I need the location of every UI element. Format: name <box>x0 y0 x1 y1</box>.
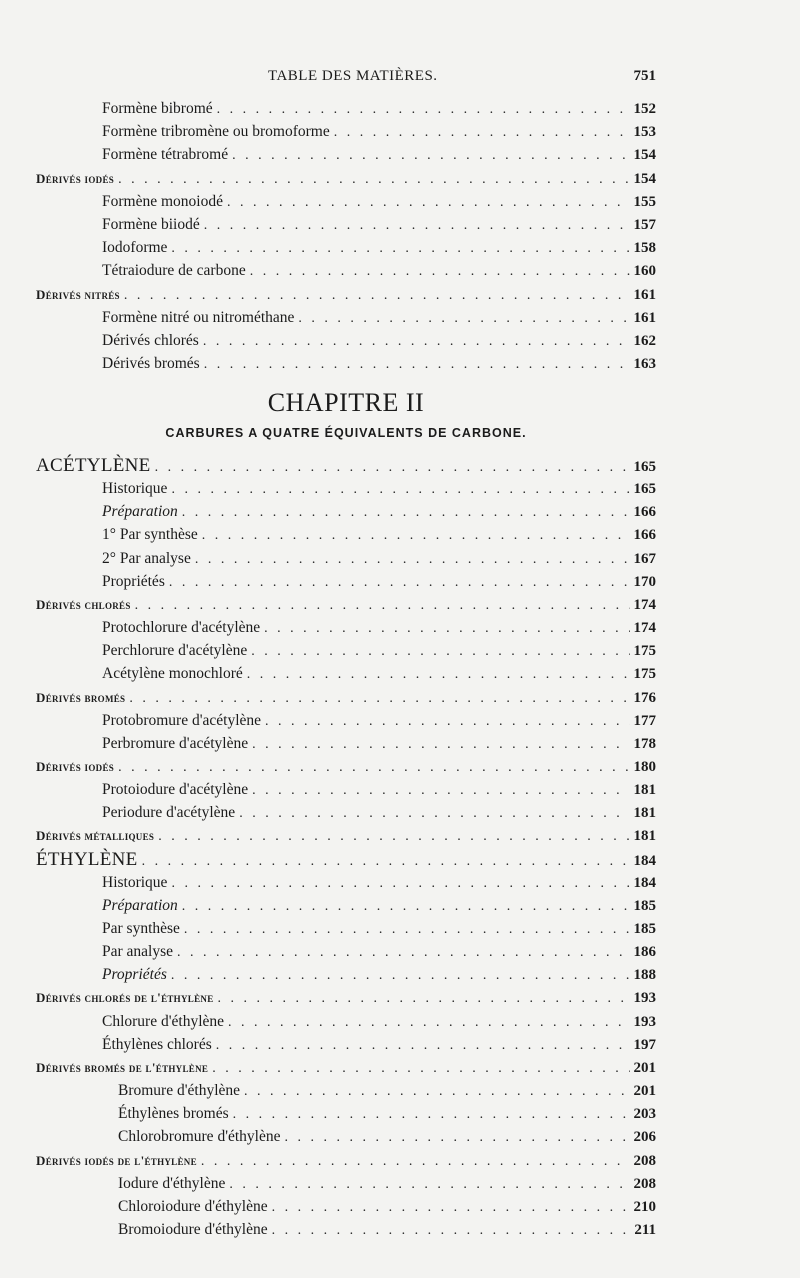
toc-entry <box>36 1150 656 1172</box>
toc-entry-page: 165 <box>633 459 656 475</box>
toc-entry-label: Dérivés chlorés de l'éthylène <box>36 990 214 1006</box>
toc-entry-page: 197 <box>633 1036 656 1053</box>
toc-entry-label: 2° Par analyse <box>102 549 191 567</box>
dot-leader <box>202 525 630 547</box>
toc-entry <box>36 1011 656 1033</box>
toc-entry <box>36 571 656 593</box>
toc-entry-page: 165 <box>633 481 656 498</box>
dot-leader <box>171 238 629 260</box>
toc-entry-label: Dérivés chlorés <box>102 332 199 349</box>
dot-leader <box>195 549 630 571</box>
toc-entry-page: 178 <box>633 735 656 752</box>
dot-leader <box>272 1220 631 1242</box>
toc-entry-page: 158 <box>633 240 656 257</box>
toc-entry <box>36 1034 656 1056</box>
toc-entry <box>36 987 656 1009</box>
toc-entry-label: Dérivés bromés <box>102 355 200 373</box>
dot-leader <box>252 780 629 802</box>
toc-entry-label: ÉTHYLÈNE <box>36 848 138 870</box>
toc-entry-label: Formène monoiodé <box>102 192 223 210</box>
toc-entry-page: 211 <box>634 1221 656 1238</box>
dot-leader <box>252 734 629 756</box>
dot-leader <box>169 572 630 594</box>
toc-entry <box>36 455 656 477</box>
toc-entry <box>36 594 656 616</box>
toc-entry-label: Éthylènes chlorés <box>102 1035 212 1053</box>
toc-entry-page: 174 <box>633 620 656 637</box>
toc-entry <box>36 1103 656 1125</box>
dot-leader <box>334 122 630 144</box>
toc-entry <box>36 802 656 824</box>
toc-entry <box>36 121 656 143</box>
toc-entry-page: 154 <box>633 170 656 187</box>
dot-leader <box>135 595 630 617</box>
toc-entry-label: Par analyse <box>102 943 174 961</box>
toc-entry-label: Bromoiodure d'éthylène <box>118 1220 268 1238</box>
dot-leader <box>182 896 630 918</box>
toc-entry-label: Protochlorure d'acétylène <box>102 619 261 637</box>
toc-entry-label: Par synthèse <box>102 920 180 937</box>
dot-leader <box>264 618 629 640</box>
toc-entry-label: Préparation <box>102 503 178 521</box>
toc-entry-page: 166 <box>633 527 656 544</box>
dot-leader <box>129 688 629 710</box>
dot-leader <box>232 145 629 167</box>
dot-leader <box>285 1127 630 1149</box>
dot-leader <box>229 1174 629 1196</box>
toc-entry <box>36 548 656 570</box>
chapter-subtitle: CARBURES A QUATRE ÉQUIVALENTS DE CARBONE. <box>165 426 527 440</box>
toc-entry-page: 208 <box>633 1152 656 1169</box>
toc-entry-page: 160 <box>633 263 656 280</box>
toc-entry-page: 181 <box>633 805 656 822</box>
dot-leader <box>212 1058 629 1080</box>
dot-leader <box>155 457 630 479</box>
toc-entry <box>36 895 656 917</box>
toc-entry <box>36 756 656 778</box>
toc-entry-page: 188 <box>633 967 656 984</box>
page-header <box>36 68 656 90</box>
toc-entry <box>36 733 656 755</box>
dot-leader <box>171 965 630 987</box>
toc-entry-label: Protobromure d'acétylène <box>102 711 262 729</box>
dot-leader <box>204 354 630 376</box>
toc-entry <box>36 168 656 190</box>
toc-entry-page: 155 <box>633 193 656 210</box>
toc-entry <box>36 284 656 306</box>
toc-entry-label: Propriétés <box>102 572 165 590</box>
toc-entry-label: Formène bibromé <box>102 100 213 117</box>
toc-entry <box>36 144 656 166</box>
toc-entry-label: Formène tribromène ou bromoforme <box>102 123 330 141</box>
toc-entry-label: Formène tétrabromé <box>102 146 229 164</box>
toc-entry-page: 175 <box>633 643 656 660</box>
toc-entry-label: Chlorobromure d'éthylène <box>118 1128 281 1146</box>
toc-entry-page: 161 <box>633 309 656 326</box>
toc-entry-page: 206 <box>633 1129 656 1146</box>
toc-entry-page: 203 <box>633 1106 656 1123</box>
toc-entry-label: Dérivés bromés de l'éthylène <box>36 1059 209 1075</box>
toc-entry <box>36 849 656 871</box>
toc-entry-label: Iodure d'éthylène <box>118 1174 226 1192</box>
toc-entry-page: 185 <box>633 897 656 914</box>
toc-entry-page: 181 <box>633 782 656 799</box>
dot-leader <box>158 826 629 848</box>
dot-leader <box>142 851 630 873</box>
toc-entry <box>36 872 656 894</box>
dot-leader <box>218 988 630 1010</box>
toc-entry <box>36 1196 656 1218</box>
toc-entry-page: 185 <box>633 921 656 937</box>
page-number: 751 <box>633 68 656 84</box>
toc-entry-label: Dérivés nitrés <box>36 286 120 302</box>
toc-entry-label: Chlorure d'éthylène <box>102 1012 225 1030</box>
toc-entry-page: 193 <box>633 990 656 1007</box>
toc-entry-label: Perbromure d'acétylène <box>102 734 249 752</box>
toc-entry <box>36 779 656 801</box>
toc-entry-label: Éthylènes bromés <box>118 1105 229 1123</box>
toc-entry-label: Formène nitré ou nitrométhane <box>102 308 295 326</box>
dot-leader <box>118 757 629 779</box>
toc-entry-label: Dérivés métalliques <box>36 828 155 844</box>
toc-entry-label: Dérivés iodés <box>36 758 115 774</box>
toc-entry-page: 180 <box>633 758 656 775</box>
toc-entry-page: 162 <box>633 333 656 349</box>
toc-entry-page: 208 <box>633 1175 656 1192</box>
dot-leader <box>203 331 630 353</box>
toc-entry <box>36 918 656 940</box>
toc-entry-page: 210 <box>633 1198 656 1215</box>
toc-entry-page: 184 <box>633 874 656 891</box>
toc-entry-label: Préparation <box>102 896 178 914</box>
toc-entry-page: 161 <box>633 286 656 303</box>
toc-entry-label: Iodoforme <box>102 239 168 257</box>
toc-entry-label: Bromure d'éthylène <box>118 1082 241 1100</box>
toc-entry <box>36 1173 656 1195</box>
toc-entry-page: 181 <box>633 828 656 845</box>
toc-entry-label: Propriétés <box>102 966 167 984</box>
toc-entry-page: 201 <box>633 1083 656 1100</box>
toc-entry <box>36 825 656 847</box>
toc-entry <box>36 1126 656 1148</box>
toc-entry-label: Dérivés iodés de l'éthylène <box>36 1152 197 1168</box>
toc-entry-page: 166 <box>633 504 656 521</box>
toc-entry-label: 1° Par synthèse <box>102 526 198 544</box>
dot-leader <box>272 1197 630 1219</box>
dot-leader <box>201 1151 630 1173</box>
toc-entry-label: Dérivés iodés <box>36 170 115 186</box>
toc-entry-label: Acétylène monochloré <box>102 665 243 683</box>
dot-leader <box>265 711 629 733</box>
toc-entry <box>36 330 656 352</box>
toc-entry-page: 152 <box>633 101 656 117</box>
toc-entry-page: 201 <box>633 1059 656 1076</box>
toc-entry-page: 177 <box>633 712 656 729</box>
toc-entry-page: 153 <box>633 124 656 141</box>
dot-leader <box>124 285 630 307</box>
toc-entry-page: 175 <box>633 666 656 683</box>
toc-entry <box>36 1080 656 1102</box>
toc-entry-label: Periodure d'acétylène <box>102 804 236 822</box>
toc-entry-page: 184 <box>633 852 656 869</box>
toc-entry-label: Perchlorure d'acétylène <box>102 642 248 660</box>
toc-entry-label: Historique <box>102 480 168 498</box>
toc-entry-label: Dérivés chlorés <box>36 596 131 612</box>
toc-entry <box>36 237 656 259</box>
dot-leader <box>171 479 629 501</box>
toc-entry <box>36 663 656 685</box>
toc-entry-page: 154 <box>633 147 656 164</box>
dot-leader <box>233 1104 630 1126</box>
dot-leader <box>228 1012 629 1034</box>
dot-leader <box>244 1081 629 1103</box>
dot-leader <box>182 502 630 524</box>
toc-entry-label: Dérivés bromés <box>36 689 126 705</box>
toc-entry-page: 167 <box>633 550 656 567</box>
running-title: TABLE DES MATIÈRES. <box>268 68 438 84</box>
toc-entry-page: 157 <box>633 217 656 233</box>
toc-entry <box>36 640 656 662</box>
toc-entry-page: 163 <box>633 356 656 373</box>
toc-entry <box>36 617 656 639</box>
dot-leader <box>247 664 630 686</box>
toc-entry-label: Tétraiodure de carbone <box>102 262 246 280</box>
toc-entry <box>36 501 656 523</box>
dot-leader <box>184 919 630 941</box>
toc-entry-page: 193 <box>633 1013 656 1030</box>
toc-entry <box>36 941 656 963</box>
toc-entry <box>36 214 656 236</box>
dot-leader <box>204 215 630 237</box>
toc-entry-page: 186 <box>633 944 656 961</box>
dot-leader <box>239 803 629 825</box>
dot-leader <box>216 1035 630 1057</box>
toc-entry-page: 170 <box>633 573 656 590</box>
toc-entry <box>36 1219 656 1241</box>
dot-leader <box>298 308 629 330</box>
toc-entry <box>36 1057 656 1079</box>
toc-entry <box>36 478 656 500</box>
toc-entry-page: 174 <box>633 596 656 613</box>
toc-entry-label: Chloroiodure d'éthylène <box>118 1197 268 1215</box>
dot-leader <box>118 169 629 191</box>
toc-entry-page: 176 <box>633 689 656 706</box>
toc-entry <box>36 710 656 732</box>
toc-entry-label: Protoiodure d'acétylène <box>102 781 249 799</box>
dot-leader <box>250 261 630 283</box>
toc-entry <box>36 98 656 120</box>
toc-entry-label: Historique <box>102 873 168 891</box>
toc-entry <box>36 964 656 986</box>
dot-leader <box>217 99 630 121</box>
toc-entry <box>36 687 656 709</box>
dot-leader <box>171 873 629 895</box>
chapter-title: CHAPITRE II <box>267 388 425 417</box>
toc-entry-label: Formène biiodé <box>102 216 200 233</box>
dot-leader <box>227 192 630 214</box>
toc-entry <box>36 260 656 282</box>
toc-entry <box>36 191 656 213</box>
toc-entry <box>36 353 656 375</box>
toc-entry <box>36 307 656 329</box>
dot-leader <box>177 942 629 964</box>
dot-leader <box>251 641 629 663</box>
toc-entry <box>36 524 656 546</box>
toc-entry-label: ACÉTYLÈNE <box>36 455 151 476</box>
